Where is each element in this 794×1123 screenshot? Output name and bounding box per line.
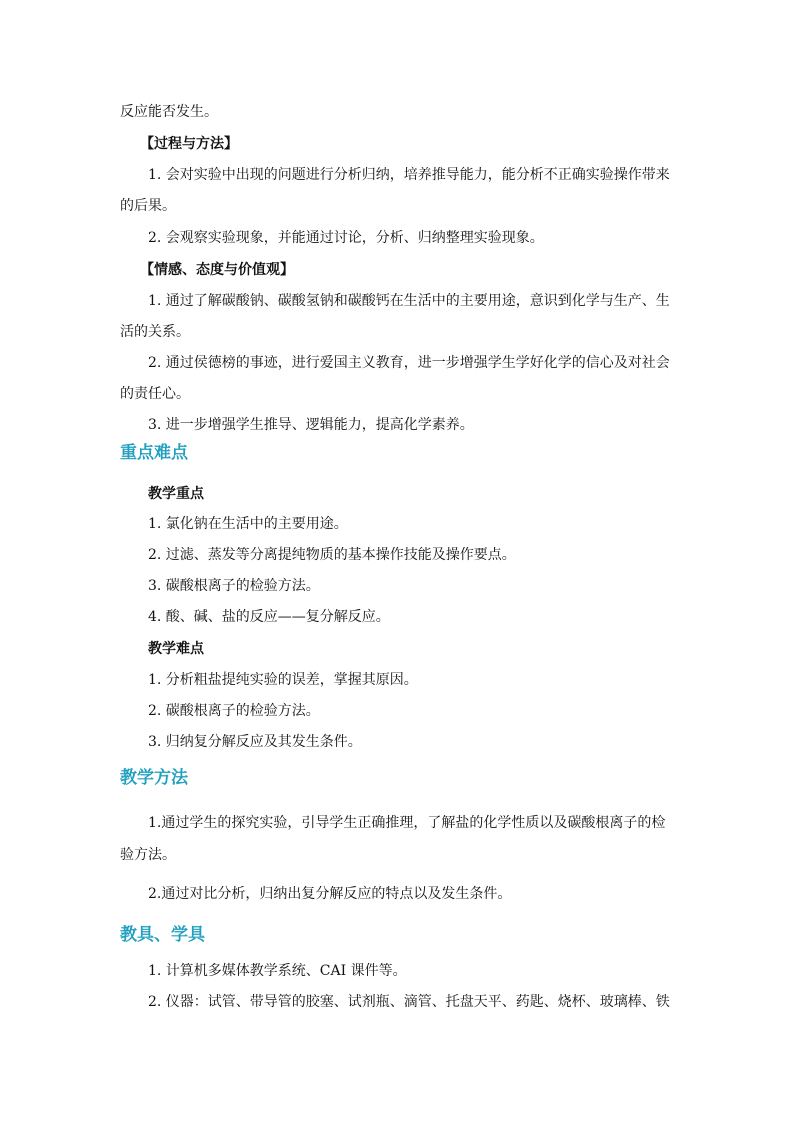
emotion-item-2-line-1: 2. 通过侯德榜的事迹，进行爱国主义教育，进一步增强学生学好化学的信心及对社会 [148,355,670,371]
teaching-difficulty-title: 教学难点 [148,641,204,657]
focus-item-4: 4. 酸、碱、盐的反应——复分解反应。 [148,609,390,625]
section-heading-teaching-tools: 教具、学具 [120,925,205,945]
emotion-item-2-line-2: 的责任心。 [120,386,190,402]
tools-item-1: 1. 计算机多媒体教学系统、CAI 课件等。 [148,963,407,979]
methods-item-1-line-1: 1.通过学生的探究实验，引导学生正确推理，了解盐的化学性质以及碳酸根离子的检 [148,815,666,831]
methods-item-2: 2.通过对比分析，归纳出复分解反应的特点以及发生条件。 [148,886,512,902]
difficulty-item-3: 3. 归纳复分解反应及其发生条件。 [148,734,362,750]
emotion-values-heading: 【情感、态度与价值观】 [140,262,294,278]
emotion-item-1-line-2: 活的关系。 [120,324,190,340]
teaching-focus-title: 教学重点 [148,486,204,502]
emotion-item-3: 3. 进一步增强学生推导、逻辑能力，提高化学素养。 [148,417,474,433]
process-item-2: 2. 会观察实验现象，并能通过讨论，分析、归纳整理实验现象。 [148,230,544,246]
process-item-1-line-1: 1. 会对实验中出现的问题进行分析归纳，培养推导能力，能分析不正确实验操作带来 [148,167,670,183]
process-item-1-line-2: 的后果。 [120,198,176,214]
difficulty-item-2: 2. 碳酸根离子的检验方法。 [148,703,320,719]
tools-item-2: 2. 仪器：试管、带导管的胶塞、试剂瓶、滴管、托盘天平、药匙、烧杯、玻璃棒、铁 [148,994,670,1010]
process-methods-heading: 【过程与方法】 [140,136,238,152]
section-heading-teaching-methods: 教学方法 [120,768,188,788]
focus-item-3: 3. 碳酸根离子的检验方法。 [148,578,320,594]
focus-item-2: 2. 过滤、蒸发等分离提纯物质的基本操作技能及操作要点。 [148,547,516,563]
methods-item-1-line-2: 验方法。 [120,847,176,863]
focus-item-1: 1. 氯化钠在生活中的主要用途。 [148,516,348,532]
emotion-item-1-line-1: 1. 通过了解碳酸钠、碳酸氢钠和碳酸钙在生活中的主要用途，意识到化学与生产、生 [148,293,670,309]
section-heading-key-points: 重点难点 [120,443,188,463]
difficulty-item-1: 1. 分析粗盐提纯实验的误差，掌握其原因。 [148,672,418,688]
continued-text: 反应能否发生。 [120,104,218,120]
